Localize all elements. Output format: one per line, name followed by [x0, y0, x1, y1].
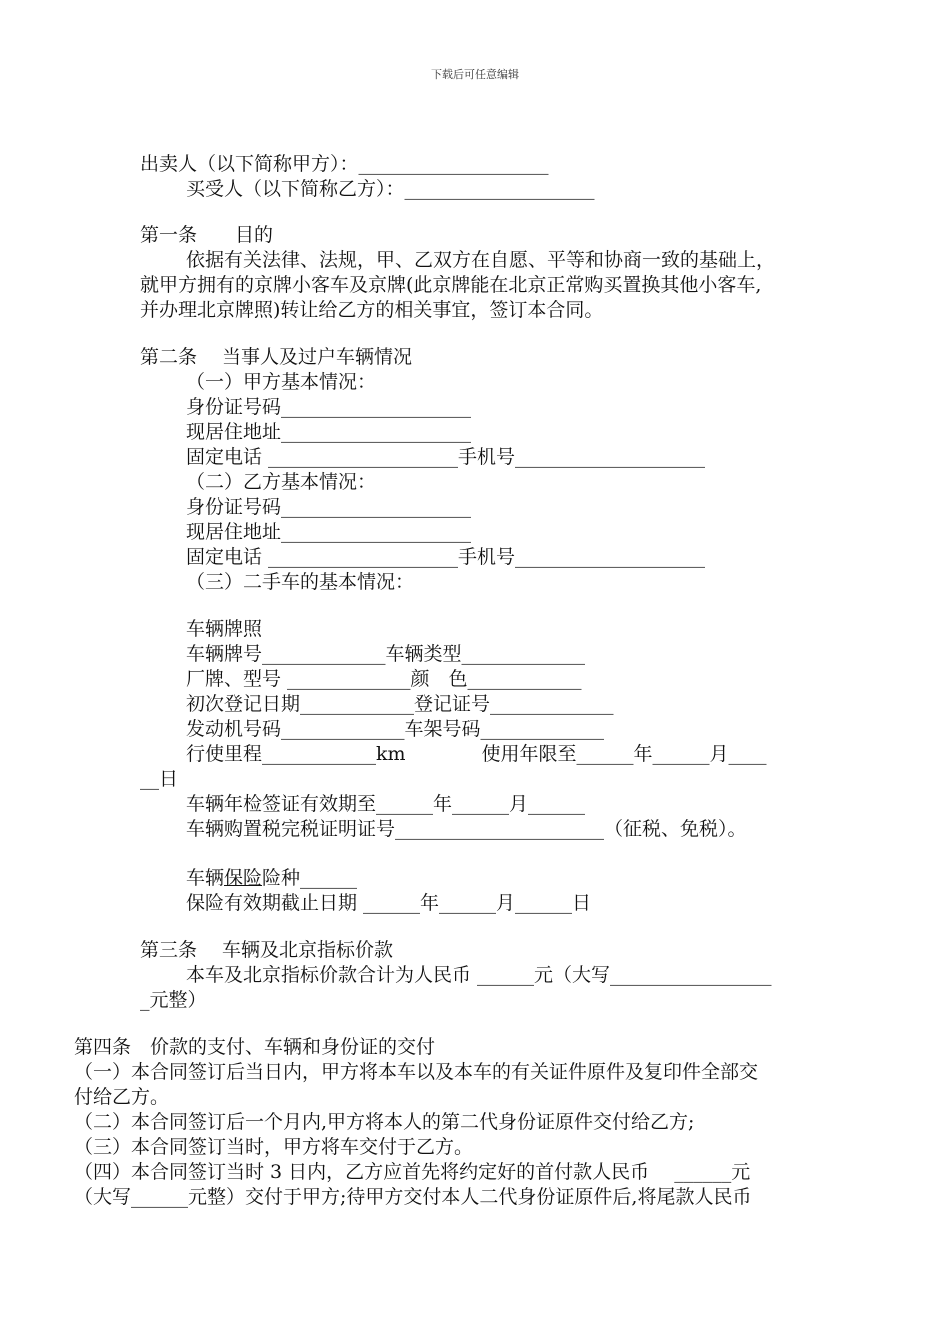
mileage-line-cont: __日: [140, 768, 179, 790]
payment-item-4-cont: （大写______元整）交付于甲方;待甲方交付本人二代身份证原件后,将尾款人民币: [74, 1186, 752, 1208]
article-2-heading: 第二条 当事人及过户车辆情况: [140, 346, 413, 368]
payment-item-1-cont: 付给乙方。: [74, 1086, 170, 1108]
price-line-cont: _元整）: [140, 989, 207, 1011]
inspection-line: 车辆年检签证有效期至______年______月______: [186, 793, 586, 815]
payment-item-3: （三）本合同签订当时，甲方将车交付于乙方。: [74, 1136, 474, 1158]
party-b-address-line: 现居住地址____________________: [186, 521, 472, 543]
insurance-expiry-line: 保险有效期截止日期 ______年______月______日: [186, 892, 592, 914]
payment-item-1: （一）本合同签订后当日内，甲方将本车以及本车的有关证件原件及复印件全部交: [74, 1061, 759, 1083]
party-a-subheading: （一）甲方基本情况：: [186, 371, 377, 393]
price-line: 本车及北京指标价款合计为人民币 ______元（大写_________________: [186, 964, 772, 986]
article-1-text-3: 并办理北京牌照)转让给乙方的相关事宜，签订本合同。: [140, 299, 604, 321]
engine-frame-line: 发动机号码_____________车架号码_____________: [186, 718, 605, 740]
insurance-suffix: 险种______: [262, 867, 358, 889]
insurance-type-line: [186, 866, 357, 890]
plate-type-line: 车辆牌号_____________车辆类型_____________: [186, 643, 586, 665]
article-3-heading: 第三条 车辆及北京指标价款: [140, 939, 394, 961]
seller-line: 出卖人（以下简称甲方）：____________________: [140, 153, 549, 175]
page-header: 下载后可任意编辑: [431, 68, 519, 81]
registration-line: 初次登记日期____________登记证号_____________: [186, 693, 614, 715]
buyer-line: 买受人（以下简称乙方）：____________________: [186, 178, 595, 200]
vehicle-license-label: 车辆牌照: [186, 618, 263, 640]
party-a-phone-line: 固定电话 ____________________手机号____________________: [186, 446, 706, 468]
party-b-id-line: 身份证号码____________________: [186, 496, 472, 518]
article-4-heading: 第四条 价款的支付、车辆和身份证的交付: [74, 1036, 436, 1058]
party-b-phone-line: 固定电话 ____________________手机号____________________: [186, 546, 706, 568]
article-1-text-1: 依据有关法律、法规，甲、乙双方在自愿、平等和协商一致的基础上，: [186, 249, 776, 271]
payment-item-2: （二）本合同签订后一个月内,甲方将本人的第二代身份证原件交付给乙方;: [74, 1111, 695, 1133]
insurance-prefix: 车辆: [186, 867, 225, 889]
vehicle-subheading: （三）二手车的基本情况：: [186, 571, 415, 593]
party-a-address-line: 现居住地址____________________: [186, 421, 472, 443]
payment-item-4: （四）本合同签订当时 3 日内，乙方应首先将约定好的首付款人民币 ______元: [74, 1161, 751, 1183]
article-1-heading: 第一条 目的: [140, 224, 274, 246]
brand-color-line: 厂牌、型号 _____________颜 色____________: [186, 668, 582, 690]
party-a-id-line: 身份证号码____________________: [186, 396, 472, 418]
party-b-subheading: （二）乙方基本情况：: [186, 471, 377, 493]
purchase-tax-line: 车辆购置税完税证明证号______________________（征税、免税）。: [186, 818, 747, 840]
mileage-line: 行使里程____________km 使用年限至______年______月____: [186, 743, 767, 765]
insurance-underlined: 保险: [224, 867, 263, 889]
article-1-text-2: 就甲方拥有的京牌小客车及京牌(此京牌能在北京正常购买置换其他小客车,: [140, 274, 762, 296]
